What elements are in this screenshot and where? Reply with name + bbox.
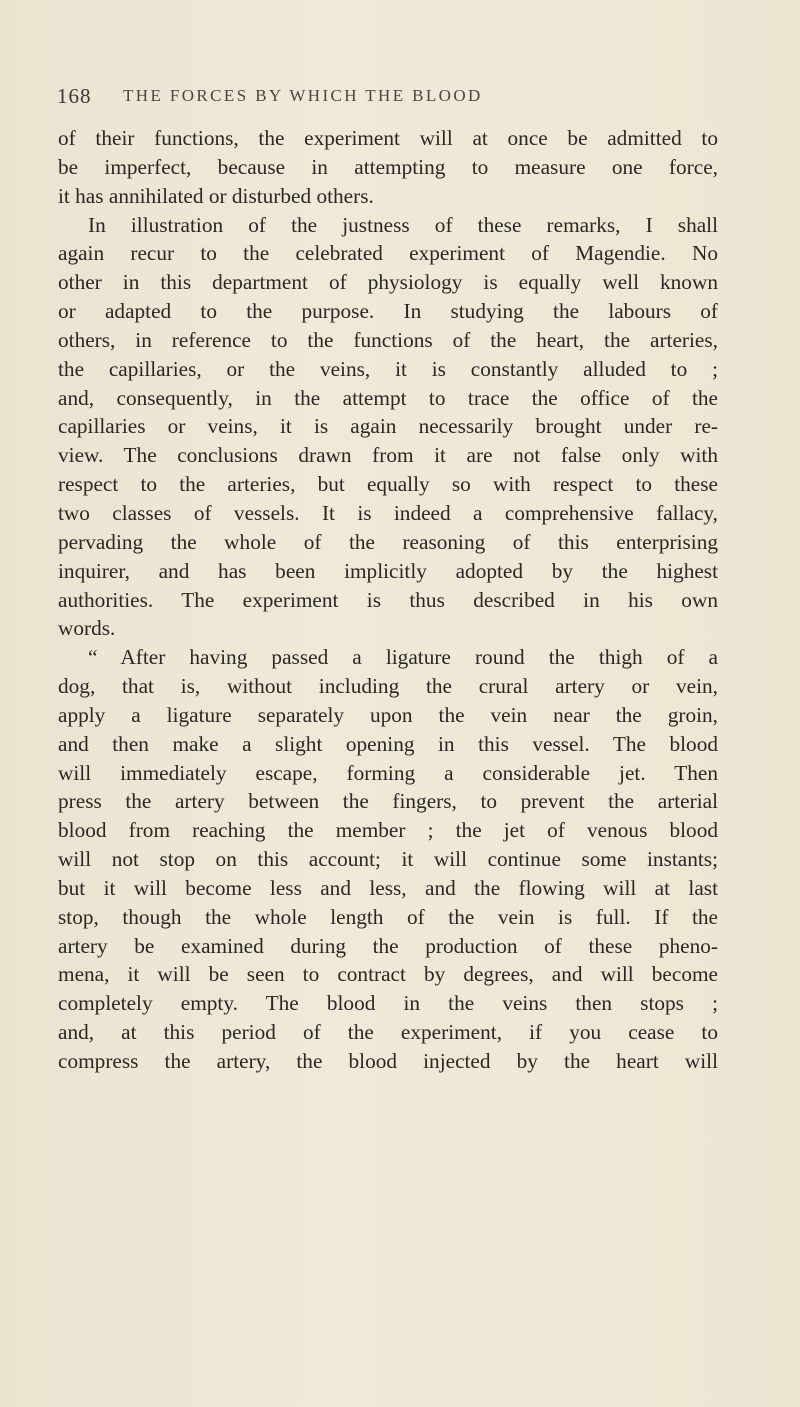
text-line: completely empty. The blood in the veins then stops ; bbox=[58, 991, 718, 1016]
text-line: authorities. The experiment is thus described in his own bbox=[58, 587, 718, 612]
running-head bbox=[57, 84, 747, 114]
text-line: other in this department of physiology is equally well known bbox=[58, 270, 718, 295]
text-line: pervading the whole of the reasoning of this enterprising bbox=[58, 529, 718, 554]
page-number: 168 bbox=[57, 84, 92, 108]
text-line: others, in reference to the functions of the heart, the arteries, bbox=[58, 327, 718, 352]
text-line: the capillaries, or the veins, it is constantly alluded to ; bbox=[58, 356, 718, 381]
running-title: THE FORCES BY WHICH THE BLOOD bbox=[123, 86, 483, 105]
text-line: inquirer, and has been implicitly adopted by the highest bbox=[58, 558, 718, 583]
text-line: but it will become less and less, and the flowing will at last bbox=[58, 875, 718, 900]
text-line: it has annihilated or disturbed others. bbox=[58, 183, 374, 208]
text-line: stop, though the whole length of the vein is full. If the bbox=[58, 904, 718, 929]
text-line: and, at this period of the experiment, if you cease to bbox=[58, 1020, 718, 1045]
text-line: respect to the arteries, but equally so with respect to these bbox=[58, 472, 718, 497]
text-line: be imperfect, because in attempting to measure one force, bbox=[58, 154, 718, 179]
text-line: blood from reaching the member ; the jet of venous blood bbox=[58, 818, 718, 843]
text-line: dog, that is, without including the crural artery or vein, bbox=[58, 674, 718, 699]
text-line: of their functions, the experiment will at once be admitted to bbox=[58, 126, 718, 150]
text-line: will not stop on this account; it will continue some instants; bbox=[58, 847, 718, 872]
text-line: words. bbox=[58, 616, 116, 641]
text-line: or adapted to the purpose. In studying the labours of bbox=[58, 299, 718, 324]
text-line: artery be examined during the production of these pheno- bbox=[58, 933, 718, 958]
text-line: two classes of vessels. It is indeed a comprehensive fallacy, bbox=[58, 500, 718, 525]
text-line: will immediately escape, forming a considerable jet. Then bbox=[58, 760, 718, 785]
text-line: capillaries or veins, it is again necessarily brought under re- bbox=[58, 414, 718, 439]
text-line: apply a ligature separately upon the vein near the groin, bbox=[58, 702, 718, 727]
text-line: In illustration of the justness of these remarks, I shall bbox=[88, 212, 718, 237]
text-line: and then make a slight opening in this vessel. The blood bbox=[58, 731, 718, 756]
text-line: again recur to the celebrated experiment of Magendie. No bbox=[58, 241, 718, 266]
text-line: mena, it will be seen to contract by degrees, and will become bbox=[58, 962, 718, 987]
body-text bbox=[58, 124, 718, 1076]
text-line: and, consequently, in the attempt to trace the office of the bbox=[58, 385, 718, 410]
text-line: “ After having passed a ligature round the thigh of a bbox=[88, 645, 718, 670]
text-line: view. The conclusions drawn from it are not false only with bbox=[58, 443, 718, 468]
text-line: press the artery between the fingers, to prevent the arterial bbox=[58, 789, 718, 814]
text-line: compress the artery, the blood injected by the heart will bbox=[58, 1049, 718, 1073]
